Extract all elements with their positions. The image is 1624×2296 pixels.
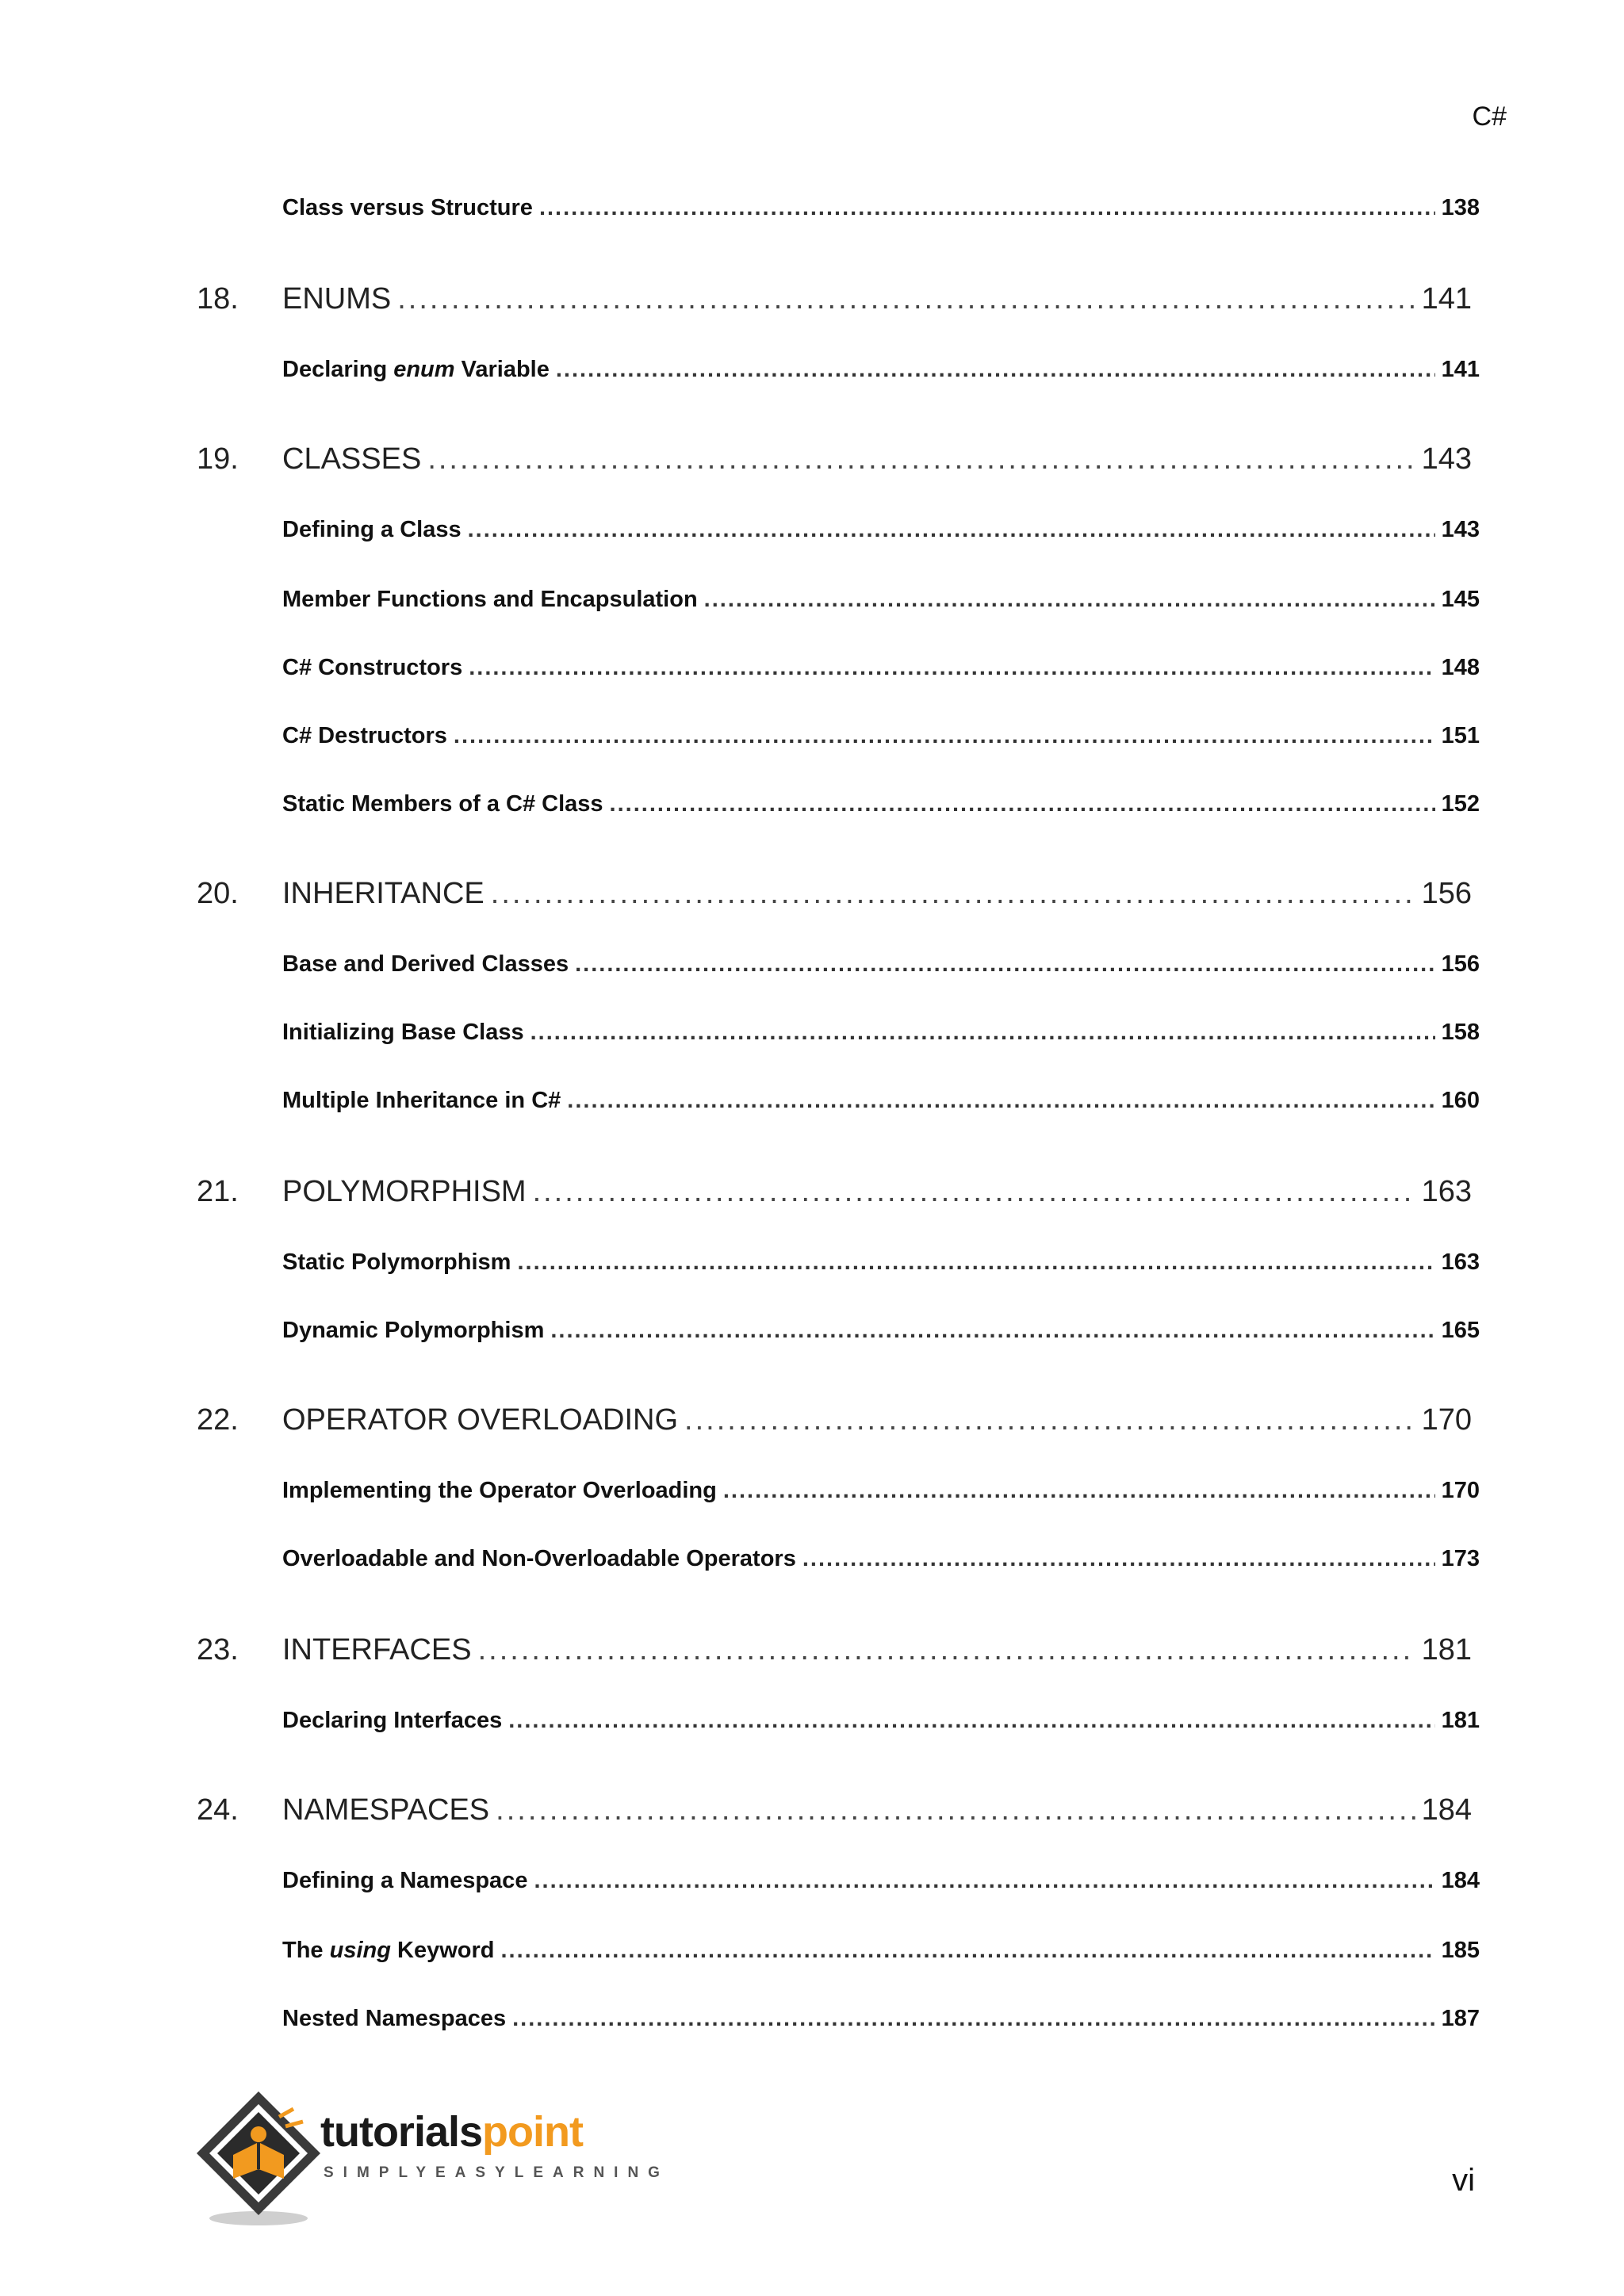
toc-page-number: 165 bbox=[1441, 1318, 1480, 1343]
toc-page-number: 156 bbox=[1441, 951, 1480, 977]
toc-page-number: 163 bbox=[1441, 1249, 1480, 1275]
toc-leader-dots bbox=[512, 2006, 1435, 2032]
toc-section-title: Multiple Inheritance in C# bbox=[282, 1088, 561, 1113]
toc-leader-dots bbox=[397, 282, 1415, 316]
toc-leader-dots bbox=[530, 1020, 1435, 1046]
toc-leader-dots bbox=[517, 1249, 1434, 1276]
toc-chapter-number: 18. bbox=[197, 282, 239, 316]
toc-leader-dots bbox=[454, 723, 1435, 749]
toc-leader-dots bbox=[704, 587, 1435, 613]
toc-chapter-title: POLYMORPHISM bbox=[282, 1175, 527, 1208]
logo-diamond-icon bbox=[193, 2085, 328, 2228]
toc-page-number: 173 bbox=[1441, 1546, 1480, 1571]
toc-page-number: 148 bbox=[1441, 655, 1480, 680]
toc-page-number: 184 bbox=[1441, 1868, 1480, 1893]
toc-section-entry[interactable] bbox=[282, 195, 1480, 221]
toc-section-title: Defining a Namespace bbox=[282, 1868, 528, 1893]
toc-section-title: Declaring enum Variable bbox=[282, 357, 550, 382]
toc-section-entry[interactable] bbox=[282, 723, 1480, 749]
toc-chapter-number: 21. bbox=[197, 1175, 239, 1208]
toc-chapter-entry[interactable] bbox=[197, 1175, 1472, 1209]
toc-leader-dots bbox=[567, 1088, 1434, 1114]
toc-leader-dots bbox=[802, 1546, 1435, 1572]
toc-section-entry[interactable] bbox=[282, 1478, 1480, 1504]
toc-page-number: 143 bbox=[1441, 517, 1480, 542]
toc-leader-dots bbox=[469, 655, 1434, 681]
toc-page-number: 184 bbox=[1421, 1793, 1472, 1827]
toc-section-entry[interactable] bbox=[282, 951, 1480, 978]
toc-page-number: 170 bbox=[1441, 1478, 1480, 1503]
toc-chapter-number: 20. bbox=[197, 877, 239, 910]
toc-page-number: 138 bbox=[1441, 195, 1480, 220]
toc-leader-dots bbox=[468, 517, 1435, 543]
toc-chapter-title: ENUMS bbox=[282, 282, 392, 316]
logo-tagline: SIMPLYEASYLEARNING bbox=[324, 2164, 669, 2181]
toc-page-number: 151 bbox=[1441, 723, 1480, 748]
page-number: vi bbox=[1452, 2163, 1475, 2198]
toc-leader-dots bbox=[723, 1478, 1435, 1504]
toc-leader-dots bbox=[533, 1175, 1415, 1209]
toc-leader-dots bbox=[534, 1868, 1434, 1894]
toc-section-title: C# Destructors bbox=[282, 723, 447, 748]
toc-chapter-title: CLASSES bbox=[282, 442, 422, 476]
toc-page-number: 156 bbox=[1421, 877, 1472, 910]
toc-section-entry[interactable] bbox=[282, 1020, 1480, 1046]
toc-page-number: 181 bbox=[1421, 1633, 1472, 1667]
toc-leader-dots bbox=[501, 1938, 1435, 1964]
toc-page-number: 160 bbox=[1441, 1088, 1480, 1113]
toc-leader-dots bbox=[508, 1708, 1434, 1734]
toc-leader-dots bbox=[491, 877, 1415, 911]
toc-page-number: 143 bbox=[1421, 442, 1472, 476]
toc-chapter-number: 23. bbox=[197, 1633, 239, 1667]
toc-leader-dots bbox=[575, 951, 1435, 978]
toc-page-number: 187 bbox=[1441, 2006, 1480, 2031]
toc-section-entry[interactable] bbox=[282, 1249, 1480, 1276]
toc-section-title: Overloadable and Non-Overloadable Operators bbox=[282, 1546, 796, 1571]
toc-chapter-title: INTERFACES bbox=[282, 1633, 472, 1667]
toc-section-entry[interactable] bbox=[282, 655, 1480, 681]
toc-section-title: Defining a Class bbox=[282, 517, 462, 542]
toc-section-title: Initializing Base Class bbox=[282, 1020, 524, 1045]
toc-leader-dots bbox=[496, 1793, 1415, 1827]
toc-section-entry[interactable] bbox=[282, 2006, 1480, 2032]
toc-section-title: Dynamic Polymorphism bbox=[282, 1318, 545, 1343]
toc-chapter-entry[interactable] bbox=[197, 1793, 1472, 1827]
toc-chapter-entry[interactable] bbox=[197, 1633, 1472, 1667]
toc-chapter-number: 22. bbox=[197, 1403, 239, 1437]
toc-section-entry[interactable] bbox=[282, 587, 1480, 613]
toc-chapter-title: NAMESPACES bbox=[282, 1793, 490, 1827]
toc-page-number: 141 bbox=[1421, 282, 1472, 316]
toc-page-number: 158 bbox=[1441, 1020, 1480, 1045]
toc-chapter-title: OPERATOR OVERLOADING bbox=[282, 1403, 679, 1437]
toc-chapter-entry[interactable] bbox=[197, 442, 1472, 476]
toc-section-title: Nested Namespaces bbox=[282, 2006, 507, 2031]
toc-section-title: Declaring Interfaces bbox=[282, 1708, 503, 1733]
toc-section-title: Static Polymorphism bbox=[282, 1249, 511, 1275]
toc-chapter-entry[interactable] bbox=[197, 282, 1472, 316]
toc-section-entry[interactable] bbox=[282, 357, 1480, 383]
toc-section-title: Base and Derived Classes bbox=[282, 951, 569, 977]
toc-section-entry[interactable] bbox=[282, 1546, 1480, 1572]
toc-page-number: 170 bbox=[1421, 1403, 1472, 1437]
tutorialspoint-logo[interactable] bbox=[193, 2085, 669, 2228]
toc-section-entry[interactable] bbox=[282, 791, 1480, 817]
toc-leader-dots bbox=[556, 357, 1435, 383]
toc-section-title: The using Keyword bbox=[282, 1938, 495, 1963]
toc-section-entry[interactable] bbox=[282, 1868, 1480, 1894]
toc-page-number: 152 bbox=[1441, 791, 1480, 817]
toc-page-number: 141 bbox=[1441, 357, 1480, 382]
toc-page-number: 185 bbox=[1441, 1938, 1480, 1963]
toc-section-title: C# Constructors bbox=[282, 655, 463, 680]
toc-chapter-title: INHERITANCE bbox=[282, 877, 485, 910]
toc-leader-dots bbox=[478, 1633, 1415, 1667]
toc-section-title: Class versus Structure bbox=[282, 195, 533, 220]
toc-chapter-entry[interactable] bbox=[197, 877, 1472, 911]
toc-section-entry[interactable] bbox=[282, 1708, 1480, 1734]
toc-chapter-number: 19. bbox=[197, 442, 239, 476]
toc-section-entry[interactable] bbox=[282, 1088, 1480, 1114]
toc-leader-dots bbox=[427, 442, 1415, 476]
toc-leader-dots bbox=[550, 1318, 1434, 1344]
toc-chapter-entry[interactable] bbox=[197, 1403, 1472, 1437]
toc-page-number: 163 bbox=[1421, 1175, 1472, 1208]
running-header: C# bbox=[1472, 101, 1507, 132]
toc-chapter-number: 24. bbox=[197, 1793, 239, 1827]
toc-leader-dots bbox=[610, 791, 1435, 817]
toc-section-entry[interactable] bbox=[282, 517, 1480, 543]
toc-section-entry[interactable] bbox=[282, 1938, 1480, 1964]
toc-section-entry[interactable] bbox=[282, 1318, 1480, 1344]
toc-leader-dots bbox=[684, 1403, 1415, 1437]
logo-wordmark: tutorialspoint bbox=[320, 2108, 583, 2156]
toc-section-title: Static Members of a C# Class bbox=[282, 791, 603, 817]
toc-page-number: 181 bbox=[1441, 1708, 1480, 1733]
toc-page-number: 145 bbox=[1441, 587, 1480, 612]
toc-section-title: Member Functions and Encapsulation bbox=[282, 587, 698, 612]
toc-section-title: Implementing the Operator Overloading bbox=[282, 1478, 717, 1503]
toc-leader-dots bbox=[539, 195, 1435, 221]
